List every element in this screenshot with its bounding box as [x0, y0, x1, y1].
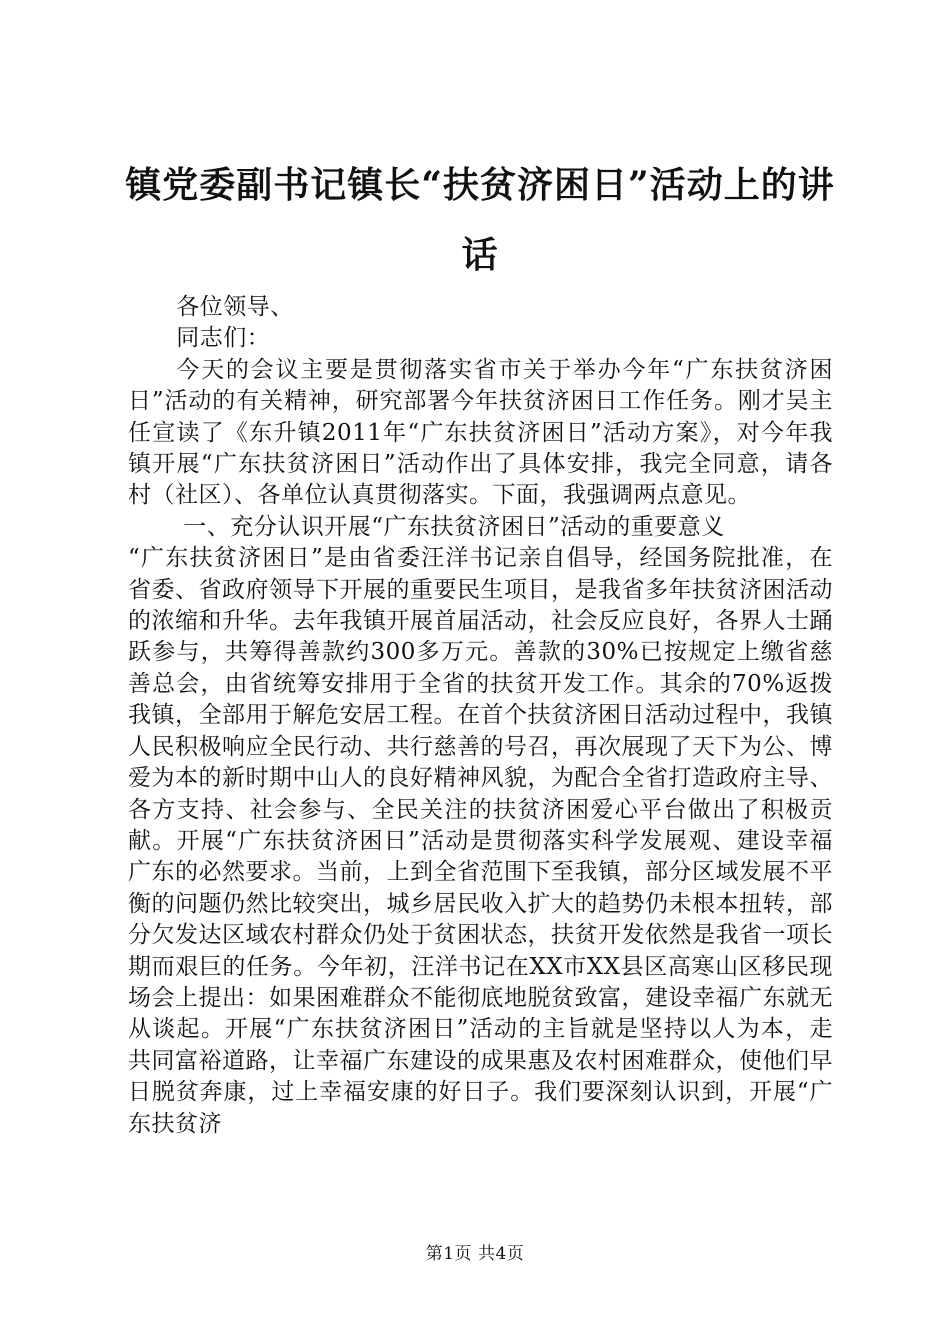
- section-1-paragraph: “广东扶贫济困日”是由省委汪洋书记亲自倡导，经国务院批准，在省委、省政府领导下开展的重要民生项目，是我省多年扶贫济困活动的浓缩和升华。去年我镇开展首届活动，社会反应良好，各界人士踊跃参与，共筹得善款约300多万元。善款的30%已按规定上缴省慈善总会，由省统筹安排用于全省的扶贫开发工作。其余的70%返拨我镇，全部用于解危安居工程。在首个扶贫济困日活动过程中，我镇人民积极响应全民行动、共行慈善的号召，再次展现了天下为公、博爱为本的新时期中山人的良好精神风貌，为配合全省打造政府主导、各方支持、社会参与、全民关注的扶贫济困爱心平台做出了积极贡献。开展“广东扶贫济困日”活动是贯彻落实科学发展观、建设幸福广东的必然要求。当前，上到全省范围下至我镇，部分区域发展不平衡的问题仍然比较突出，城乡居民收入扩大的趋势仍未根本扭转，部分欠发达区域农村群众仍处于贫困状态，扶贫开发依然是我省一项长期而艰巨的任务。今年初，汪洋书记在XX市XX县区高寒山区移民现场会上提出：如果困难群众不能彻底地脱贫致富，建设幸福广东就无从谈起。开展“广东扶贫济困日”活动的主旨就是坚持以人为本，走共同富裕道路，让幸福广东建设的成果惠及农村困难群众，使他们早日脱贫奔康，过上幸福安康的好日子。我们要深刻认识到，开展“广东扶贫济: [128, 545, 833, 1137]
- page-number-footer: 第1页 共4页: [425, 1244, 525, 1264]
- salutation-line-1: 各位领导、: [176, 294, 294, 320]
- document-title: 镇党委副书记镇长“扶贫济困日”活动上的讲话: [125, 164, 835, 276]
- section-heading-1: 一、充分认识开展“广东扶贫济困日”活动的重要意义: [183, 513, 725, 540]
- salutation-line-2: 同志们：: [176, 325, 271, 352]
- intro-paragraph: 今天的会议主要是贯彻落实省市关于举办今年“广东扶贫济困日”活动的有关精神，研究部署今年扶贫济困日工作任务。刚才吴主任宣读了《东升镇2011年“广东扶贫济困日”活动方案》，对今年我镇开展“广东扶贫济困日”活动作出了具体安排，我完全同意，请各村（社区）、各单位认真贯彻落实。下面，我强调两点意见。: [128, 356, 833, 509]
- document-body: [128, 292, 833, 1140]
